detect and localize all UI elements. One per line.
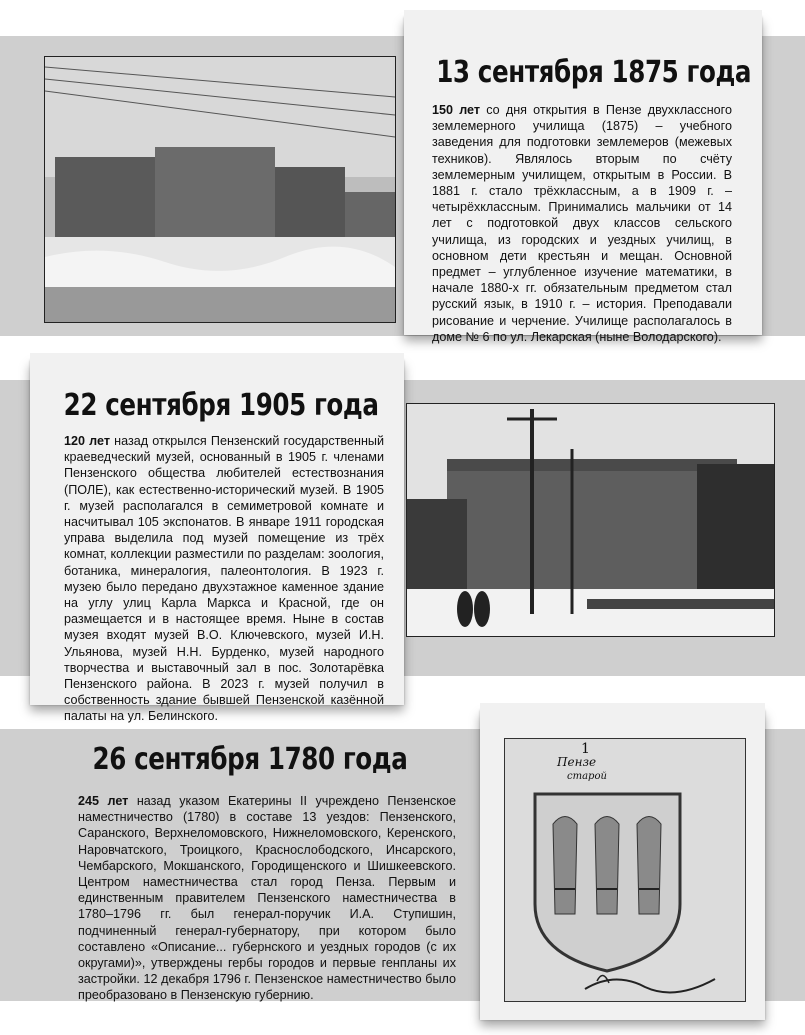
school-building-photo [44,56,396,323]
section-1-lead: 150 лет [432,103,481,117]
section-3-lead: 245 лет [78,794,129,808]
section-2-body: назад открылся Пензенский государственный краеведческий музей, основанный в 1905 г. членами Пензенского общества любителей естествознания (ПОЛЕ), как естественно-исторический музей. В 1905 г. музей располагался в семиметровой комнате и насчитывал 105 экспонатов. В январе 1911 городская управа выделила под музей помещение из трёх комнат, коллекции разместили по разделам: зоология, ботаника, минералогия, палеонтология. В 1923 г. музею было передано двухэтажное каменное здание на углу улиц Карла Маркса и Красной, где он размещается и в настоящее время. Ныне в состав музея входят музей В.О. Ключевского, музей И.Н. Ульянова, музей Н.Н. Бурденко, музей народного творчества и выставочный зал в пос. Золотарёвка Пензенского района. В 2023 г. музей получил в собственность здание бывшей Пензенской казённой палаты на ул. Белинского. [64,434,384,724]
section-3-body: назад указом Екатерины II учреждено Пензенское наместничество (1780) в составе 13 уездов: Пензенского, Саранского, Верхнеломовского, Нижнеломовского, Керенского, Наровчатского, Троицкого, Краснослободского, Инсарского, Чембарского, Мокшанского, Городищенского и Шишкеевского. Центром наместничества стал город Пенза. Первым и единственным правителем Пензенского наместничества в 1780–1796 гг. был генерал-поручик И.А. Ступишин, подчиненный генерал-губернатору, при котором было составлено «Описание... губернского и уездных городов (с их округами)», утверждены гербы городов и первые генпланы их застройки. 12 декабря 1796 г. Пензенское наместничество было преобразовано в Пензенскую губернию. [78,794,456,1003]
museum-building-photo [406,403,775,637]
section-1-text [404,102,762,345]
torn-edge [480,703,765,717]
torn-edge [404,10,762,24]
section-2-lead: 120 лет [64,434,110,448]
note-card-2 [30,360,404,724]
note-card-3 [480,710,765,1020]
coat-of-arms-document [504,738,746,1002]
section-1-title: 13 сентября 1875 года [436,55,752,90]
section-2-text [30,433,404,725]
coat-of-arms-caption-2: старой [567,771,607,782]
section-3-text [78,793,456,1004]
section-1-body: со дня открытия в Пензе двухклассного землемерного училища (1875) – учебного заведения для подготовки землемеров (межевых техников). Являлось вторым по счёту землемерным училищем, открытым в России. В 1881 г. стало трёхклассным, а в 1909 г. – четырёхклассным. Принимались мальчики от 14 лет с подготовкой двух классов сельского училища, из городских и уездных училищ, в основном дети крестьян и мещан. Основной предмет – углубленное изучение математики, в начале 1880-х гг. обязательным предметом стал русский язык, в 1910 г. – история. Преподавали рисование и черчение. Училище располагалось в доме № 6 по ул. Лекарская (ныне Володарского). [432,103,732,344]
shield-icon [505,739,745,1001]
section-3-title: 26 сентября 1780 года [92,742,408,777]
coat-of-arms-number: 1 [581,741,590,757]
torn-edge [30,353,404,367]
section-2-title: 22 сентября 1905 года [63,388,379,423]
coat-of-arms-caption-1: Пензе [557,755,597,769]
note-card-1 [404,17,762,344]
